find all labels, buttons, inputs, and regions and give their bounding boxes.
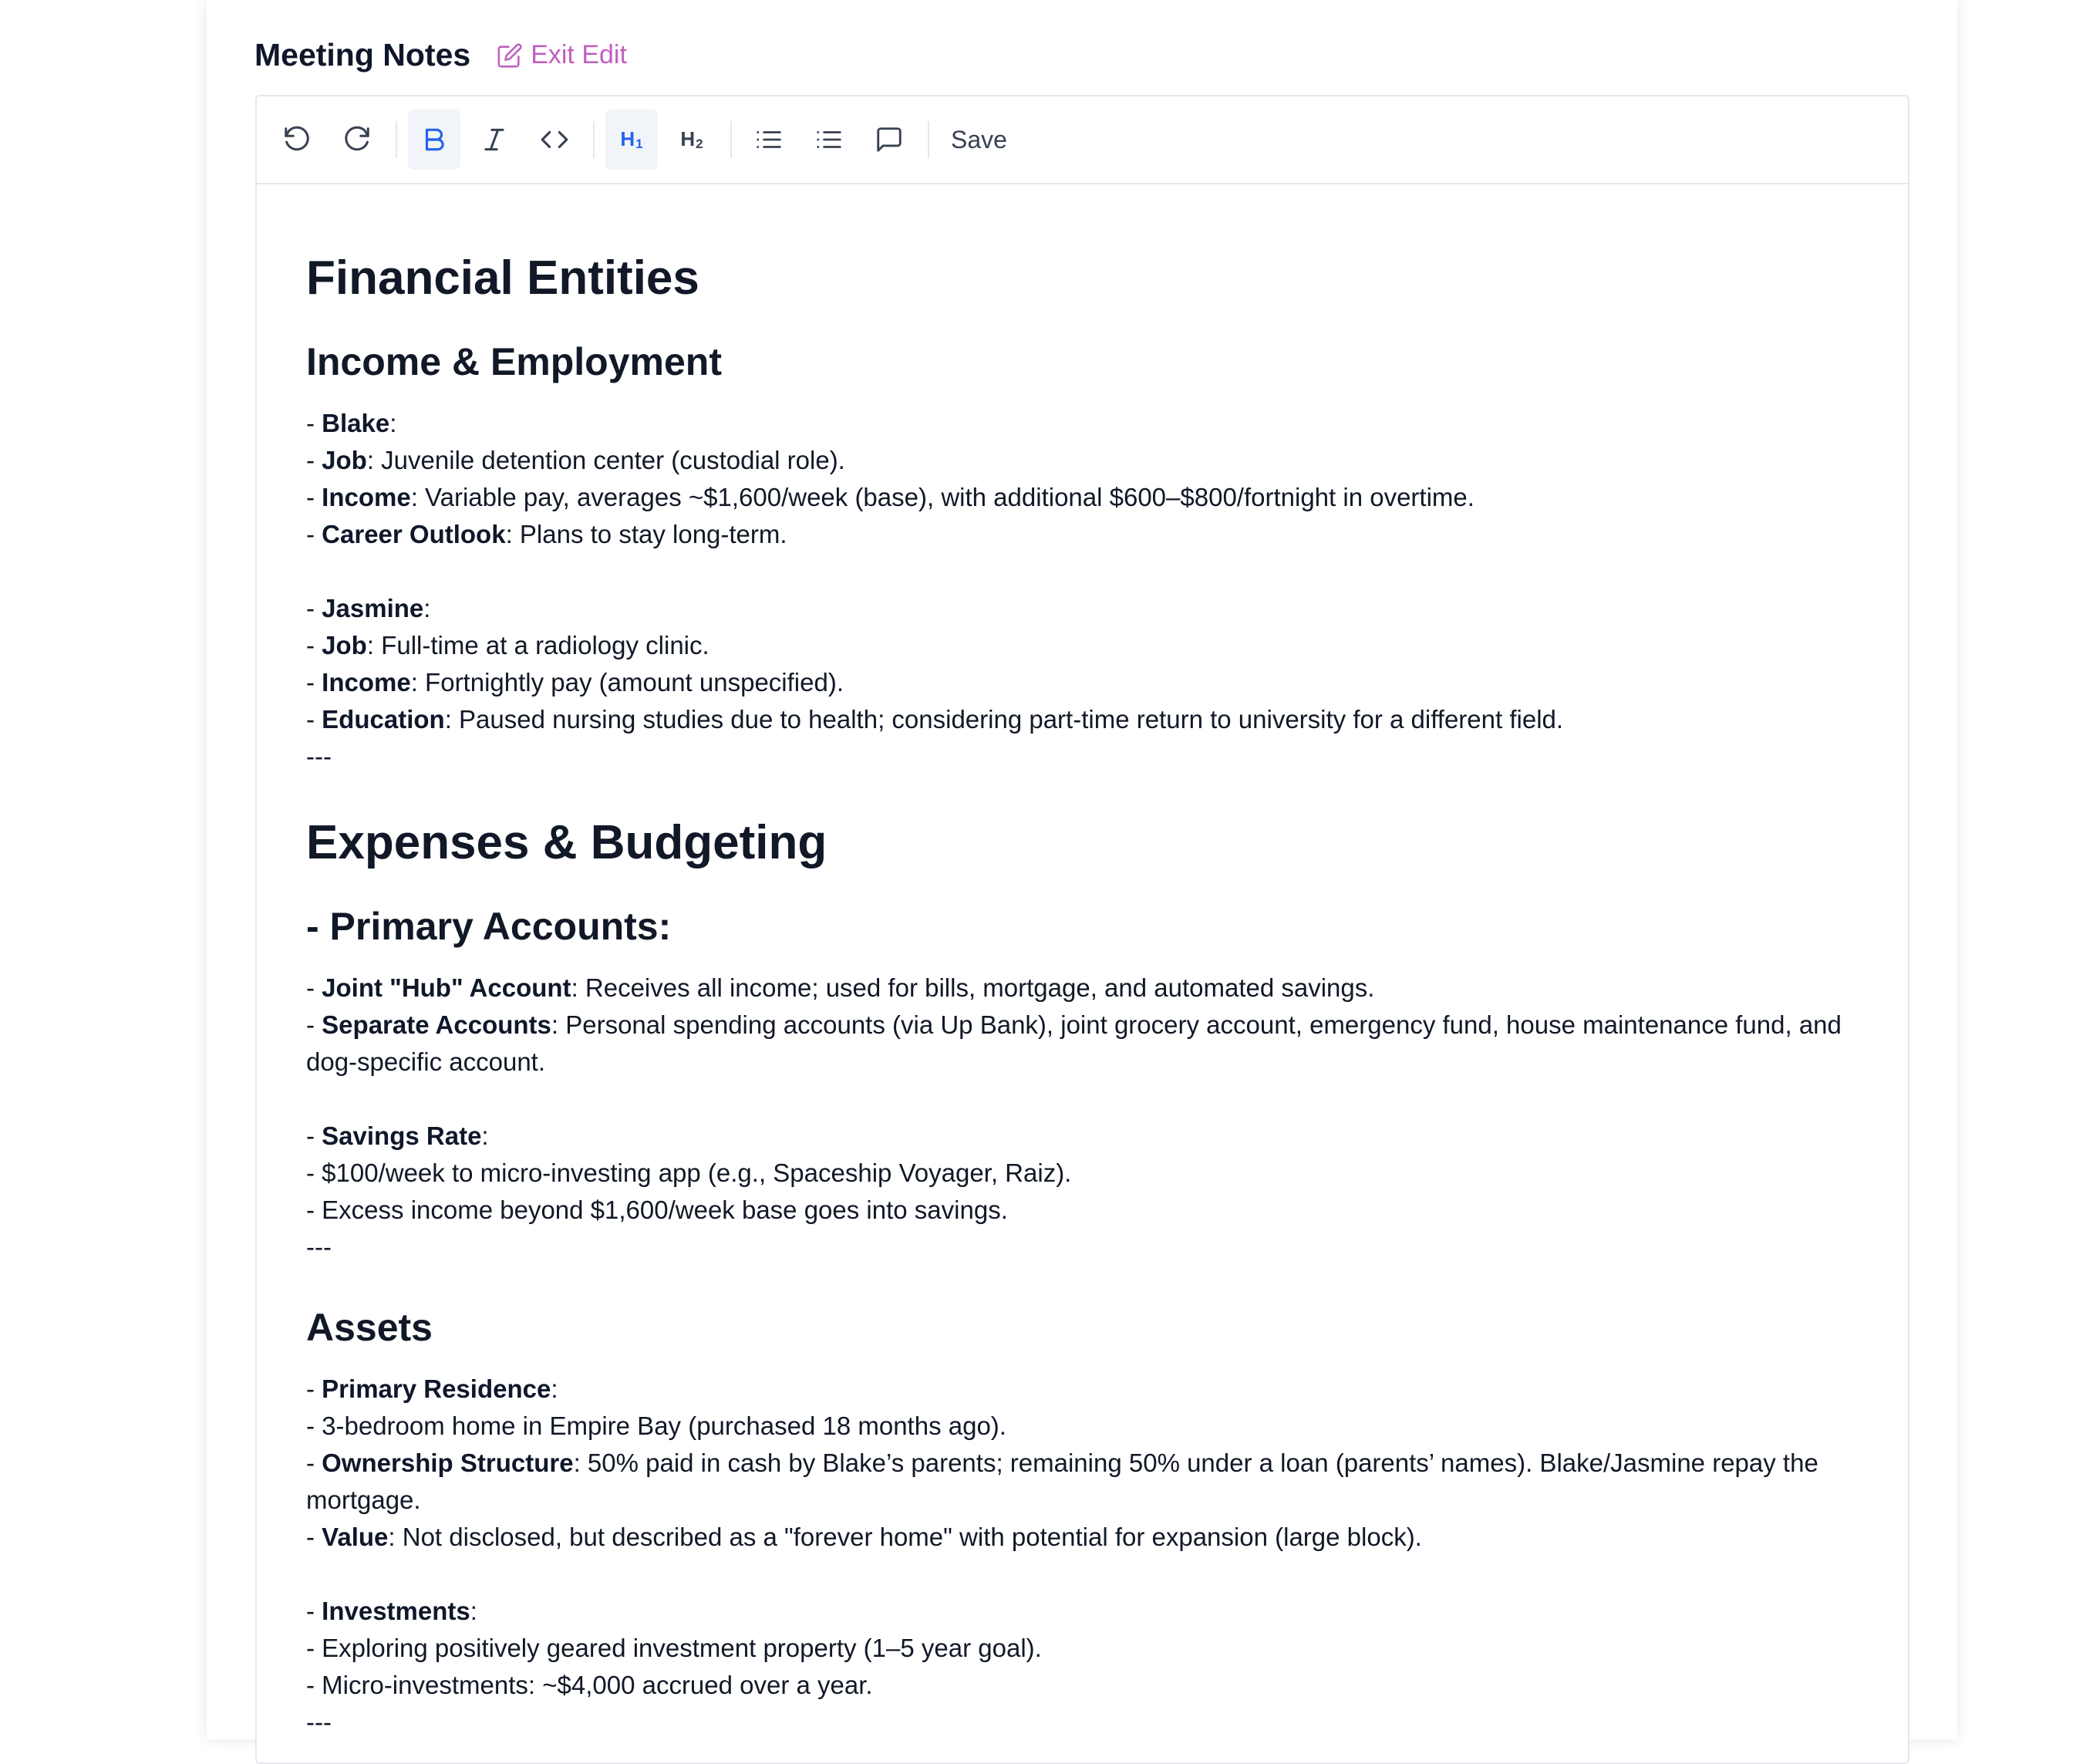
bullet-list-button[interactable] — [743, 110, 795, 170]
list-item: - Joint "Hub" Account: Receives all income; used for bills, mortgage, and automated savings. — [306, 973, 1375, 1002]
undo-icon — [282, 125, 312, 154]
ordered-list-icon — [814, 125, 844, 154]
code-button[interactable] — [528, 110, 581, 170]
list-item: - Blake: — [306, 409, 397, 437]
list-item: - Income: Fortnightly pay (amount unspecified). — [306, 668, 844, 696]
section-separator: --- — [306, 1708, 332, 1736]
section-separator: --- — [306, 1233, 332, 1261]
list-item: - Education: Paused nursing studies due to health; considering part-time return to university for a different field. — [306, 705, 1564, 734]
heading-expenses-budgeting: Expenses & Budgeting — [306, 816, 827, 869]
undo-button[interactable] — [271, 110, 323, 170]
page-header — [254, 37, 627, 73]
heading-assets: Assets — [306, 1306, 433, 1349]
redo-button[interactable] — [331, 110, 383, 170]
edit-icon — [497, 42, 523, 69]
comment-icon — [875, 125, 904, 154]
editor — [255, 95, 1909, 1764]
heading-2-level: 2 — [696, 137, 703, 151]
section-separator: --- — [306, 742, 332, 771]
list-item: - Jasmine: — [306, 594, 431, 622]
list-item: - Separate Accounts: Personal spending accounts (via Up Bank), joint grocery account, emergency fund, house maintenance fund, and dog-specific account. — [306, 1010, 1842, 1076]
list-item: - $100/week to micro-investing app (e.g., Spaceship Voyager, Raiz). — [306, 1159, 1072, 1187]
list-item: - Job: Full-time at a radiology clinic. — [306, 631, 709, 659]
save-button[interactable]: Save — [951, 125, 1007, 153]
list-item: - Value: Not disclosed, but described as a "forever home" with potential for expansion (large block). — [306, 1523, 1422, 1551]
page-title: Meeting Notes — [254, 37, 471, 73]
italic-button[interactable] — [468, 110, 521, 170]
heading-primary-accounts: - Primary Accounts: — [306, 905, 672, 948]
bullet-list-icon — [754, 125, 784, 154]
bold-icon — [420, 125, 449, 154]
document-body[interactable] — [306, 251, 1849, 1741]
bold-button[interactable] — [408, 110, 460, 170]
exit-edit-button[interactable] — [497, 40, 627, 70]
comment-button[interactable] — [863, 110, 915, 170]
ordered-list-button[interactable] — [803, 110, 855, 170]
list-item: - Investments: — [306, 1597, 477, 1625]
toolbar-divider — [593, 121, 595, 158]
editor-toolbar — [257, 96, 1908, 184]
redo-icon — [342, 125, 372, 154]
toolbar-divider — [730, 121, 732, 158]
list-item: - Primary Residence: — [306, 1374, 558, 1403]
list-item: - Job: Juvenile detention center (custodial role). — [306, 446, 845, 474]
heading-1-icon — [620, 127, 642, 152]
list-item: - Savings Rate: — [306, 1121, 489, 1150]
italic-icon — [480, 125, 509, 154]
toolbar-divider — [396, 121, 397, 158]
heading-income-employment: Income & Employment — [306, 340, 722, 383]
exit-edit-label: Exit Edit — [531, 40, 627, 69]
blank-line — [306, 1081, 1849, 1118]
heading-2-icon — [680, 127, 703, 152]
toolbar-divider — [928, 121, 929, 158]
heading-2-letter: H — [680, 127, 696, 150]
list-item: - Micro-investments: ~$4,000 accrued over a year. — [306, 1671, 873, 1699]
list-item: - Exploring positively geared investment property (1–5 year goal). — [306, 1634, 1042, 1662]
heading-1-letter: H — [620, 127, 635, 150]
heading-2-button[interactable] — [666, 110, 718, 170]
code-icon — [540, 125, 569, 154]
blank-line — [306, 1556, 1849, 1593]
heading-1-button[interactable] — [605, 110, 658, 170]
list-item: - Excess income beyond $1,600/week base goes into savings. — [306, 1196, 1008, 1224]
list-item: - Income: Variable pay, averages ~$1,600/week (base), with additional $600–$800/fortnight in overtime. — [306, 483, 1475, 511]
heading-financial-entities: Financial Entities — [306, 251, 699, 305]
heading-1-level: 1 — [635, 137, 643, 151]
list-item: - 3-bedroom home in Empire Bay (purchased 18 months ago). — [306, 1412, 1006, 1440]
list-item: - Ownership Structure: 50% paid in cash by Blake’s parents; remaining 50% under a loan (parents’ names). Blake/Jasmine repay the mortgage. — [306, 1449, 1818, 1514]
blank-line — [306, 553, 1849, 590]
list-item: - Career Outlook: Plans to stay long-term. — [306, 520, 787, 548]
